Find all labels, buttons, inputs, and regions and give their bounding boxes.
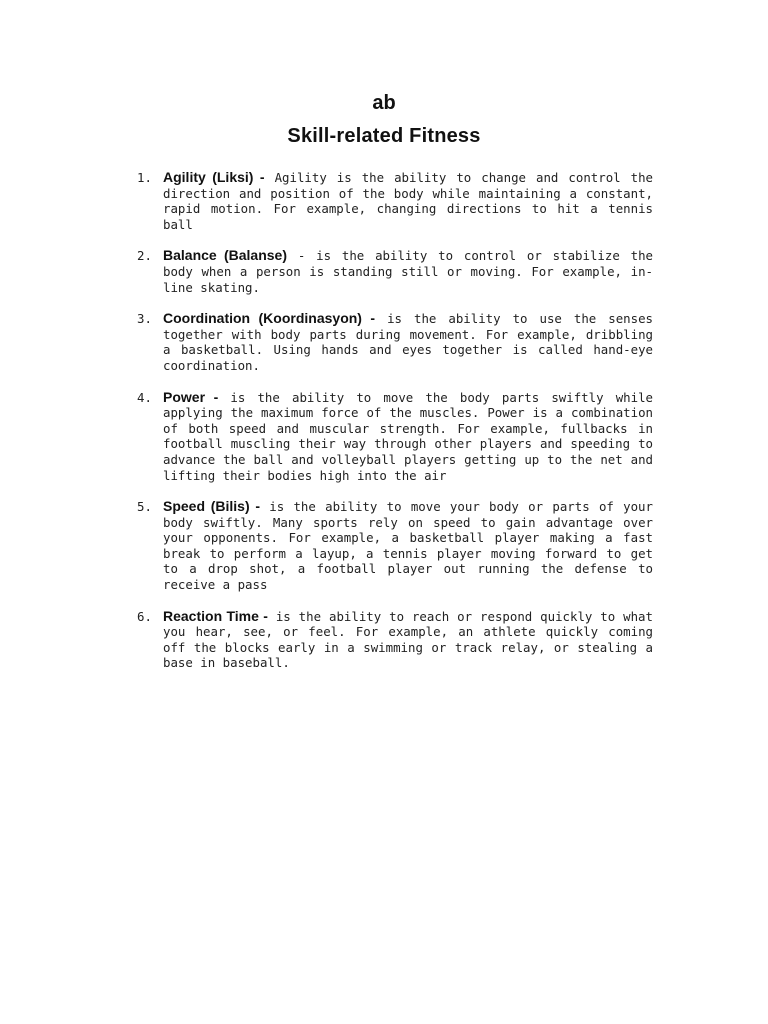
list-item-number: 4. — [137, 389, 152, 405]
document-header — [0, 90, 768, 149]
description-power: is the ability to move the body parts swiftly while applying the maximum force of the muscles. Power is a combination of both speed and muscular strength. For example, fullbacks in football muscling their way through other players and speeding to advance the ball and volleyball players getting up to the net and lifting their bodies high into the air — [163, 389, 653, 483]
term-balance: Balance (Balanse) — [163, 247, 287, 264]
description-balance: - is the ability to control or stabilize the body when a person is standing still or moving. For example, in-line skating. — [163, 248, 654, 295]
description-reaction-time: is the ability to reach or respond quickly to what you hear, see, or feel. For example, an athlete quickly coming off the blocks early in a swimming or track relay, or stealing a base in baseball. — [163, 608, 653, 671]
term-reaction-time: Reaction Time - — [163, 607, 268, 624]
term-coordination: Coordination (Koordinasyon) - — [163, 310, 376, 327]
list-item-reaction-time — [137, 609, 653, 671]
description-speed: is the ability to move your body or parts of your body swiftly. Many sports rely on speed to gain advantage over your opponents. For example, a basketball player making a fast break to perform a layup, a tennis player moving forward to get to a drop shot, a football player out running the defense to receive a pass — [163, 499, 653, 593]
description-agility: Agility is the ability to change and control the direction and position of the body while maintaining a constant, rapid motion. For example, changing directions to hit a tennis ball — [163, 170, 653, 232]
list-item-balance — [137, 248, 653, 295]
header-line-ab: ab — [372, 92, 396, 114]
fitness-component-list — [137, 170, 653, 687]
list-item-agility — [137, 170, 653, 232]
term-speed: Speed (Bilis) - — [163, 498, 260, 515]
term-agility: Agility (Liksi) - — [163, 169, 265, 185]
list-item-number: 1. — [137, 170, 152, 185]
list-item-number: 6. — [137, 608, 152, 624]
list-item-number: 3. — [137, 311, 152, 327]
document-title: Skill-related Fitness — [287, 125, 481, 147]
term-power: Power - — [163, 388, 219, 405]
description-coordination: is the ability to use the senses together with body parts during movement. For example, dribbling a basketball. Using hands and eyes together is called hand-eye coordination. — [163, 311, 653, 373]
list-item-power — [137, 390, 653, 484]
list-item-coordination — [137, 311, 653, 373]
list-item-speed — [137, 499, 653, 593]
list-item-number: 5. — [137, 499, 152, 515]
list-item-number: 2. — [137, 248, 152, 264]
